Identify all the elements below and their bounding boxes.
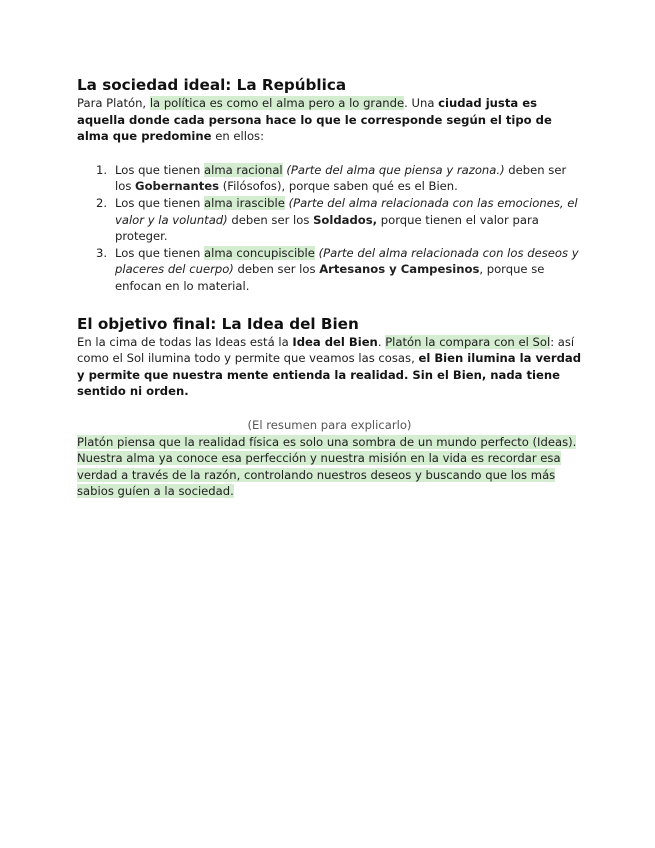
text-run: En la cima de todas las Ideas está la (77, 334, 293, 349)
section-title-idea-del-bien: El objetivo final: La Idea del Bien (77, 314, 359, 333)
summary-caption: (El resumen para explicarlo) (247, 417, 412, 432)
text-run: alma racional (204, 162, 283, 177)
text-run: . Una (404, 96, 439, 110)
text-run: Platón la compara con el Sol (385, 334, 551, 349)
list-item (77, 195, 582, 245)
text-run: ciudad justa es aquella donde cada persona hace lo que le corresponde según el tipo de alma que predomine (77, 96, 552, 144)
text-run: Los que tienen (115, 195, 205, 210)
text-run: (Parte del alma que piensa y razona.) (286, 162, 505, 177)
text-run: en ellos: (211, 129, 264, 144)
document-body (77, 76, 582, 500)
summary-text: Platón piensa que la realidad física es solo una sombra de un mundo perfecto (Ideas). Nuestra alma ya conoce esa perfección y nuestra misión en la vida es recordar esa verdad a través de la razón, controlando nuestros deseos y buscando que los más sabios guíen a la sociedad. (77, 434, 577, 499)
list-item (77, 162, 582, 195)
text-run: (Parte del alma relacionada con los deseos y placeres del cuerpo) (115, 245, 579, 277)
intro-paragraph (77, 95, 582, 145)
text-run: Gobernantes (135, 179, 220, 194)
soul-types-list (77, 162, 582, 295)
text-run: alma irascible (204, 195, 285, 210)
text-run: Para Platón, (77, 96, 150, 110)
list-item (77, 245, 582, 295)
list-item-text (115, 196, 578, 243)
text-run: deben ser los (227, 212, 314, 227)
text-run: Los que tienen (115, 245, 205, 260)
text-run: la política es como el alma pero a lo grande (149, 96, 405, 110)
list-number: 2. (96, 195, 108, 210)
section-title-republica: La sociedad ideal: La República (77, 76, 347, 94)
text-run: : así como el Sol ilumina todo y permite que veamos las cosas, (77, 334, 575, 366)
text-run: Idea del Bien (292, 334, 378, 349)
text-run: el Bien ilumina la verdad y permite que nuestra mente entienda la realidad. Sin el Bien, nada tiene sentido ni orden. (77, 351, 582, 399)
text-run: deben ser los (233, 262, 320, 277)
text-run: Soldados, (313, 212, 378, 227)
list-number: 3. (96, 245, 108, 260)
list-item-text (115, 246, 579, 293)
summary-paragraph (77, 434, 582, 500)
text-run: (Parte del alma relacionada con las emociones, el valor y la voluntad) (115, 195, 578, 227)
list-item-text (115, 163, 566, 194)
text-run: alma concupiscible (204, 245, 315, 260)
text-run: . (377, 334, 386, 349)
text-run: deben ser los (115, 162, 567, 194)
text-run: (Filósofos), porque saben qué es el Bien. (219, 179, 458, 194)
text-run: , porque se enfocan en lo material. (115, 262, 545, 293)
text-run: Artesanos y Campesinos (319, 262, 480, 277)
text-run: porque tienen el valor para proteger. (115, 212, 539, 244)
idea-del-bien-paragraph (77, 334, 582, 400)
list-number: 1. (96, 162, 108, 177)
text-run: Los que tienen (115, 162, 205, 177)
